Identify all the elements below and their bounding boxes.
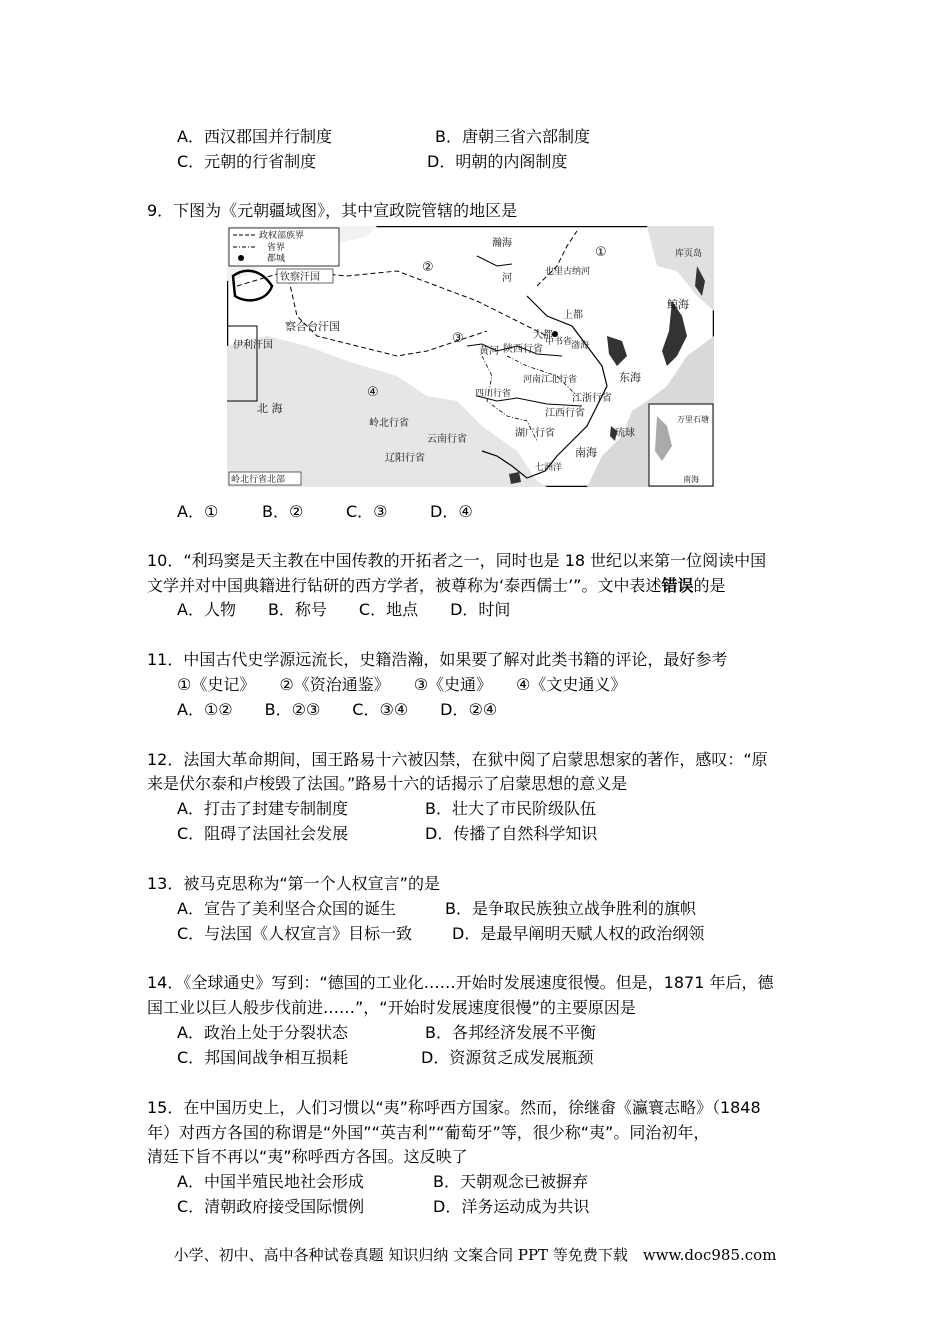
label-yunnan: 云南行省 <box>427 434 467 445</box>
q15-option-b: B．天朝观念已被摒弃 <box>433 1172 588 1191</box>
q12-option-a: A．打击了封建专制制度 <box>177 799 348 818</box>
label-ilkhan: 伊利汗国 <box>233 340 273 351</box>
q8-option-b: B．唐朝三省六部制度 <box>435 127 590 146</box>
label-river: 河 <box>502 273 512 284</box>
legend-boundary: 政权部族界 <box>259 231 305 241</box>
label-bohai: 渤海 <box>571 341 590 351</box>
label-lingbei-north: 岭北行省北部 <box>231 475 286 485</box>
marker-1: ① <box>595 245 607 260</box>
label-hanhai: 瀚海 <box>492 238 512 249</box>
q10-line2-post: 的是 <box>693 576 726 595</box>
q12-line2: 来是伏尔泰和卢梭毁了法国。”路易十六的话揭示了启蒙思想的意义是 <box>147 774 628 793</box>
q9-option-c: C．③ <box>346 502 388 521</box>
q11-line1: 11．中国古代史学源远流长，史籍浩瀚，如果要了解对此类书籍的评论，最好参考 <box>147 650 728 669</box>
label-nanhai-inset: 南海 <box>683 475 699 484</box>
q11-options: A．①② B．②③ C．③④ D．②④ <box>177 700 498 719</box>
q15-option-a: A．中国半殖民地社会形成 <box>177 1172 364 1191</box>
q12-option-b: B．壮大了市民阶级队伍 <box>425 799 596 818</box>
label-beihai: 北 海 <box>257 402 283 415</box>
q15-option-c: C．清朝政府接受国际惯例 <box>177 1197 365 1216</box>
q14-line2: 国工业以巨人般步伐前进……”，“开始时发展速度很慢”的主要原因是 <box>147 998 636 1017</box>
q10-line2 <box>147 575 726 597</box>
label-liaoyang: 辽阳行省 <box>385 453 425 464</box>
q12-option-c: C．阻碍了法国社会发展 <box>177 824 349 843</box>
page-footer: 小学、初中、高中各种试卷真题 知识归纳 文案合同 PPT 等免费下载 www.doc985.com <box>173 1246 777 1264</box>
q11-books: ①《史记》 ②《资治通鉴》 ③《史通》 ④《文史通义》 <box>177 675 627 694</box>
label-shaanxi: 陕西行省 <box>503 344 543 355</box>
q13-line1: 13．被马克思称为“第一个人权宣言”的是 <box>147 874 440 893</box>
q9-option-a: A．① <box>177 502 219 521</box>
q14-line1: 14．《全球通史》写到：“德国的工业化……开始时发展速度很慢。但是，1871 年后，德 <box>147 973 774 992</box>
q15-line1: 15．在中国历史上，人们习惯以“夷”称呼西方国家。然而，徐继畲《瀛寰志略》（1848 <box>147 1098 761 1117</box>
q8-option-d: D．明朝的内阁制度 <box>427 152 568 171</box>
q14-option-c: C．邦国间战争相互损耗 <box>177 1048 349 1067</box>
q10-line1: 10．“利玛窦是天主教在中国传教的开拓者之一，同时也是 18 世纪以来第一位阅读中国 <box>147 551 767 570</box>
q13-option-c: C．与法国《人权宣言》目标一致 <box>177 924 413 943</box>
label-qizhouyang: 七洲洋 <box>535 463 563 473</box>
label-kuye: 库页岛 <box>675 249 703 259</box>
q8-option-a: A．西汉郡国并行制度 <box>177 127 332 146</box>
label-dadu: 大都 <box>533 330 553 341</box>
q10-emphasis: 错误 <box>661 576 694 595</box>
q12-line1: 12．法国大革命期间，国王路易十六被囚禁，在狱中阅了启蒙思想家的著作，感叹：“原 <box>147 750 768 769</box>
label-yeli: 也里古纳河 <box>545 267 591 277</box>
marker-3: ③ <box>452 331 464 346</box>
label-nanhai: 南海 <box>575 446 597 459</box>
label-chagatai: 察合台汗国 <box>285 320 340 333</box>
label-jinghai: 鲸海 <box>667 298 689 311</box>
q9-option-d: D．④ <box>430 502 473 521</box>
label-qincha: 钦察汗国 <box>280 272 320 283</box>
label-zhongshu: 中书省 <box>545 337 573 347</box>
q15-line3: 清廷下旨不再以“夷”称呼西方各国。这反映了 <box>147 1147 468 1166</box>
label-donghai: 东海 <box>619 371 641 384</box>
q13-option-d: D．是最早阐明天赋人权的政治纲领 <box>452 924 705 943</box>
marker-4: ④ <box>367 385 379 400</box>
label-henan: 河南江北行省 <box>523 375 578 385</box>
marker-2: ② <box>422 260 434 275</box>
q15-option-d: D．洋务运动成为共识 <box>433 1197 590 1216</box>
q14-option-a: A．政治上处于分裂状态 <box>177 1023 348 1042</box>
q13-option-b: B．是争取民族独立战争胜利的旗帜 <box>445 899 696 918</box>
label-liuqiu: 琉球 <box>615 428 635 439</box>
q9-option-b: B．② <box>262 502 304 521</box>
q8-option-c: C．元朝的行省制度 <box>177 152 317 171</box>
q15-line2: 年）对西方各国的称谓是“外国”“英吉利”“葡萄牙”等，很少称“夷”。同治初年， <box>147 1123 710 1142</box>
q14-option-b: B．各邦经济发展不平衡 <box>425 1023 596 1042</box>
label-huanghe: 黄河 <box>479 346 499 357</box>
label-sichuan: 四川行省 <box>475 389 512 399</box>
label-jiangxi: 江西行省 <box>545 408 585 419</box>
q14-option-d: D．资源贫乏成发展瓶颈 <box>421 1048 594 1067</box>
q10-line2-pre: 文学并对中国典籍进行钻研的西方学者，被尊称为‘泰西儒士’”。文中表述 <box>147 576 662 595</box>
yuan-territory-map <box>227 226 714 487</box>
q13-option-a: A．宣告了美利坚合众国的诞生 <box>177 899 396 918</box>
q9-stem: 9．下图为《元朝疆域图》，其中宣政院管辖的地区是 <box>147 201 518 220</box>
q10-options: A．人物 B．称号 C．地点 D．时间 <box>177 600 511 619</box>
legend-capital: 都城 <box>267 254 286 264</box>
label-lingbei: 岭北行省 <box>369 418 409 429</box>
label-jiangzhe: 江浙行省 <box>572 393 612 404</box>
label-shangdu: 上都 <box>563 310 583 321</box>
label-wanlishitang: 万里石塘 <box>677 415 709 424</box>
legend-province: 省界 <box>267 243 286 253</box>
label-huguang: 湖广行省 <box>515 428 555 439</box>
q12-option-d: D．传播了自然科学知识 <box>425 824 598 843</box>
